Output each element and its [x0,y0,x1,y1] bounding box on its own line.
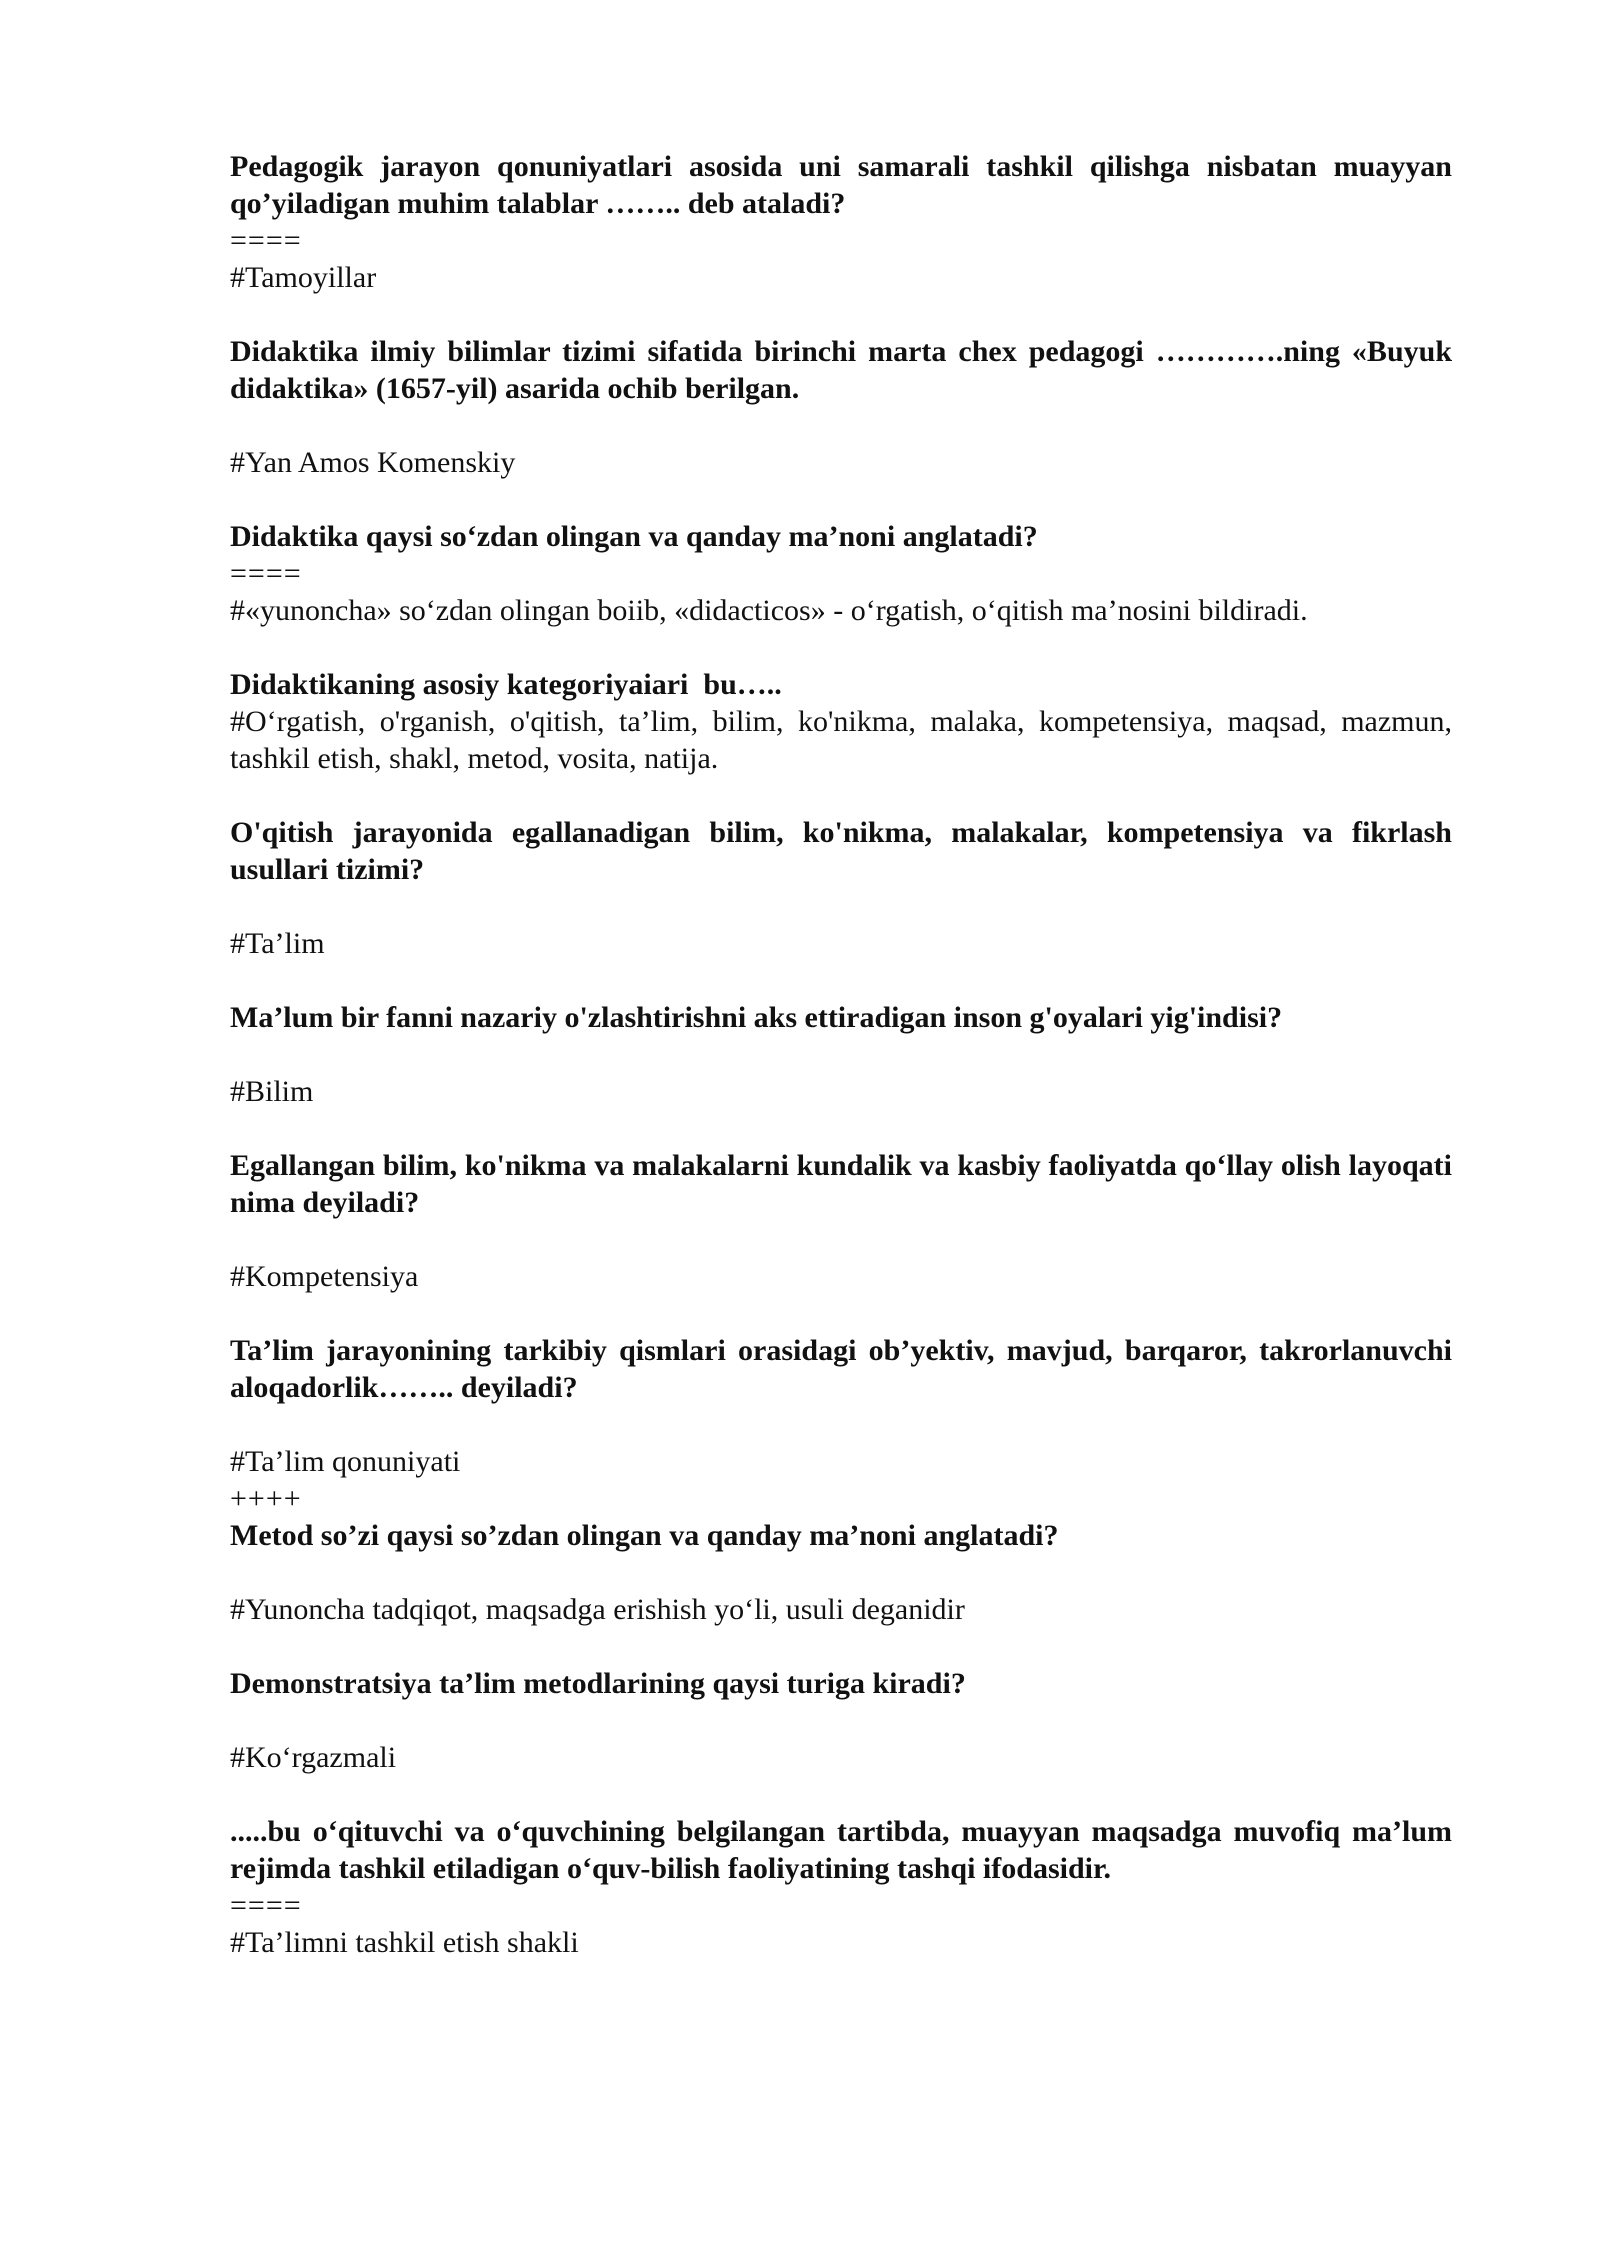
spacer [230,962,1452,999]
spacer [230,1036,1452,1073]
spacer [230,629,1452,666]
spacer [230,1110,1452,1147]
separator: ++++ [230,1482,302,1515]
question-text: Didaktika qaysi so‘zdan olingan va qanday ma’noni anglatadi? [230,520,1038,553]
question-text: Egallangan bilim, ko'nikma va malakalarni kundalik va kasbiy faoliyatda qo‘llay olish layoqati nima deyiladi? [230,1149,1460,1219]
separator: ==== [230,224,302,257]
spacer [230,1776,1452,1813]
spacer [230,481,1452,518]
answer-text: #Ko‘rgazmali [230,1741,397,1774]
answer-text: #Yunoncha tadqiqot, maqsadga erishish yo‘li, usuli deganidir [230,1593,965,1626]
question-text: Ma’lum bir fanni nazariy o'zlashtirishni aks ettiradigan inson g'oyalari yig'indisi? [230,1001,1283,1034]
spacer [230,296,1452,333]
question-text: Didaktika ilmiy bilimlar tizimi sifatida birinchi marta chex pedagogi ………….ning «Buyuk didaktika» (1657-yil) asarida ochib berilgan. [230,335,1460,405]
spacer [230,1406,1452,1443]
answer-text: #Ta’limni tashkil etish shakli [230,1926,579,1959]
question-text: .....bu o‘qituvchi va o‘quvchining belgilangan tartibda, muayyan maqsadga muvofiq ma’lum rejimda tashkil etiladigan o‘quv-bilish faoliyatining tashqi ifodasidir. [230,1815,1460,1885]
spacer [230,1221,1452,1258]
separator: ==== [230,1889,302,1922]
answer-text: #Bilim [230,1075,314,1108]
answer-text: #Tamoyillar [230,261,377,294]
question-text: Demonstratsiya ta’lim metodlarining qaysi turiga kiradi? [230,1667,966,1700]
answer-text: #Yan Amos Komenskiy [230,446,516,479]
document-page [230,148,1460,1961]
question-text: Didaktikaning asosiy kategoriyaiari bu….. [230,668,782,701]
answer-text: #O‘rgatish, o'rganish, o'qitish, ta’lim, bilim, ko'nikma, malaka, kompetensiya, maqsad, mazmun, tashkil etish, shakl, metod, vosita, natija. [230,705,1460,775]
spacer [230,407,1452,444]
spacer [230,1554,1452,1591]
answer-text: #Kompetensiya [230,1260,419,1293]
spacer [230,1628,1452,1665]
question-text: Ta’lim jarayonining tarkibiy qismlari orasidagi ob’yektiv, mavjud, barqaror, takrorlanuvchi aloqadorlik…….. deyiladi? [230,1334,1460,1404]
answer-text: #Ta’lim [230,927,325,960]
question-text: Metod so’zi qaysi so’zdan olingan va qanday ma’noni anglatadi? [230,1519,1059,1552]
separator: ==== [230,557,302,590]
spacer [230,1295,1452,1332]
answer-text: #«yunoncha» so‘zdan olingan boiib, «didacticos» - o‘rgatish, o‘qitish ma’nosini bildiradi. [230,594,1308,627]
answer-text: #Ta’lim qonuniyati [230,1445,461,1478]
question-text: Pedagogik jarayon qonuniyatlari asosida uni samarali tashkil qilishga nisbatan muayyan qo’yiladigan muhim talablar …….. deb ataladi? [230,150,1460,220]
spacer [230,777,1452,814]
question-text: O'qitish jarayonida egallanadigan bilim, ko'nikma, malakalar, kompetensiya va fikrlash usullari tizimi? [230,816,1460,886]
spacer [230,888,1452,925]
spacer [230,1702,1452,1739]
